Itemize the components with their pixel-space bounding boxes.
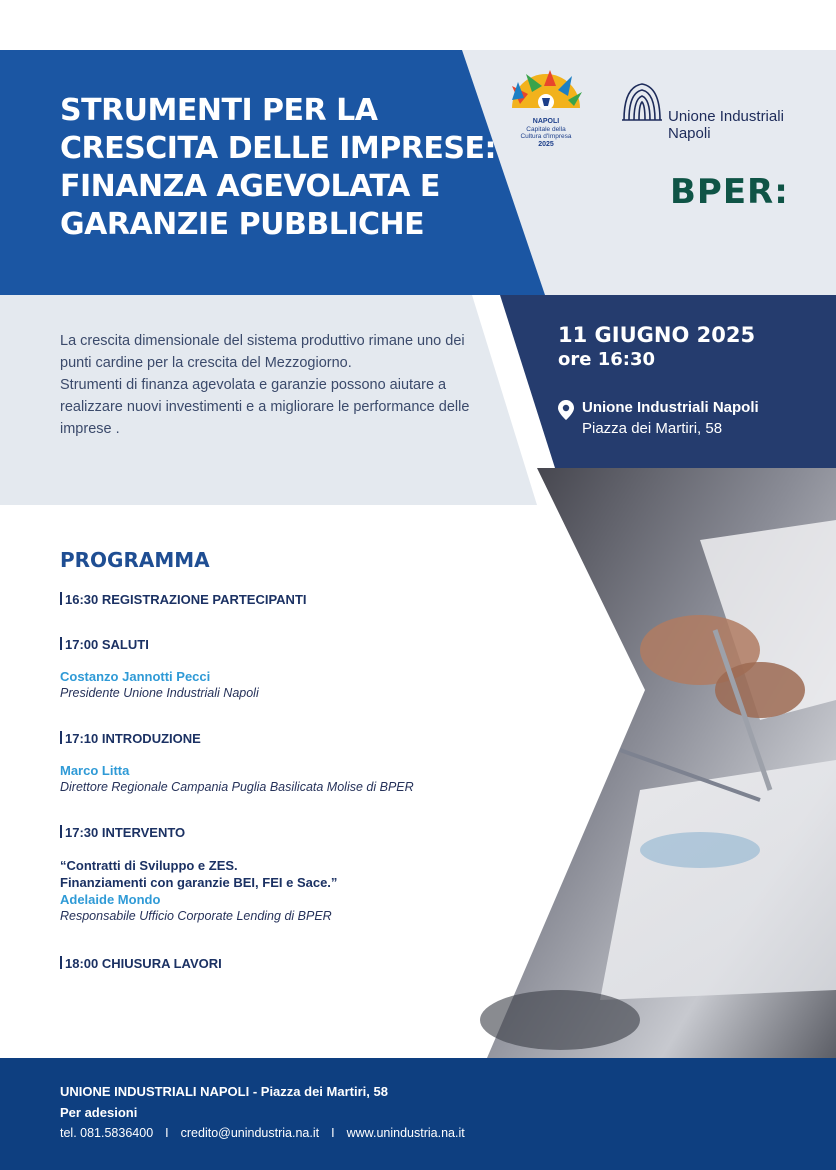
unione-logo-line: Napoli	[668, 125, 711, 142]
intro-text	[60, 330, 480, 440]
agenda-bar-icon	[60, 637, 62, 650]
footer-separator: I	[165, 1126, 169, 1140]
napoli-logo-text: Cultura d'Impresa	[520, 133, 572, 140]
agenda-item	[60, 956, 222, 971]
venue-address: Piazza dei Martiri, 58	[582, 420, 723, 437]
napoli-logo-year: 2025	[538, 141, 554, 148]
agenda-item	[60, 637, 149, 652]
unione-emblem-icon	[620, 80, 664, 126]
agenda-item-label: 17:00 SALUTI	[65, 637, 149, 652]
speaker-name: Marco Litta	[60, 763, 130, 778]
unione-logo-line: Unione Industriali	[668, 108, 784, 125]
talk-title	[60, 857, 337, 891]
unione-industriali-logo	[620, 80, 784, 142]
speaker-block	[60, 762, 414, 796]
agenda-bar-icon	[60, 825, 62, 838]
agenda-item-label: 16:30 REGISTRAZIONE PARTECIPANTI	[65, 592, 307, 607]
agenda-item	[60, 825, 185, 840]
title-line: FINANZA AGEVOLATA E	[60, 169, 440, 204]
venue-name: Unione Industriali Napoli	[582, 399, 759, 416]
title-line: STRUMENTI PER LA	[60, 93, 378, 128]
unione-logo-text	[668, 108, 784, 142]
agenda-item	[60, 592, 307, 607]
event-datetime	[558, 322, 755, 372]
title-line: GARANZIE PUBBLICHE	[60, 207, 425, 242]
footer-website[interactable]: www.unindustria.na.it	[346, 1126, 465, 1140]
napoli-logo-name: NAPOLI	[532, 118, 560, 125]
napoli-logo-text: Capitale della	[526, 126, 566, 133]
agenda-item-label: 18:00 CHIUSURA LAVORI	[65, 956, 222, 971]
agenda-item-label: 17:30 INTERVENTO	[65, 825, 186, 840]
intro-paragraph: La crescita dimensionale del sistema produttivo rimane uno dei punti cardine per la crescita del Mezzogiorno.	[60, 333, 465, 371]
programma-heading: PROGRAMMA	[60, 548, 210, 572]
speaker-block	[60, 891, 332, 925]
talk-title-line: “Contratti di Sviluppo e ZES.	[60, 858, 238, 873]
footer-contacts	[60, 1126, 465, 1140]
napoli-flower-icon	[508, 70, 584, 114]
speaker-name: Costanzo Jannotti Pecci	[60, 669, 211, 684]
event-time: ore 16:30	[558, 349, 656, 370]
footer-separator: I	[331, 1126, 335, 1140]
bper-logo: BPER:	[670, 172, 789, 212]
footer-phone[interactable]: tel. 081.5836400	[60, 1126, 154, 1140]
napoli-capitale-logo	[508, 70, 584, 149]
agenda-bar-icon	[60, 956, 62, 969]
agenda-bar-icon	[60, 592, 62, 605]
event-date: 11 GIUGNO 2025	[558, 323, 756, 347]
footer-email[interactable]: credito@unindustria.na.it	[180, 1126, 320, 1140]
footer-registration-label: Per adesioni	[60, 1105, 138, 1120]
location-pin-icon	[558, 400, 574, 420]
agenda-item-label: 17:10 INTRODUZIONE	[65, 731, 201, 746]
agenda-bar-icon	[60, 731, 62, 744]
event-title	[60, 92, 500, 244]
footer-organization: UNIONE INDUSTRIALI NAPOLI - Piazza dei Martiri, 58	[60, 1084, 388, 1099]
speaker-role: Responsabile Ufficio Corporate Lending di BPER	[60, 909, 332, 923]
speaker-role: Direttore Regionale Campania Puglia Basilicata Molise di BPER	[60, 780, 414, 794]
speaker-role: Presidente Unione Industriali Napoli	[60, 686, 259, 700]
intro-paragraph: Strumenti di finanza agevolata e garanzie possono aiutare a realizzare nuovi investimenti e a migliorare le performance delle imprese .	[60, 377, 470, 437]
speaker-name: Adelaide Mondo	[60, 892, 161, 907]
speaker-block	[60, 668, 259, 702]
date-panel	[500, 295, 836, 468]
agenda-item	[60, 731, 201, 746]
title-line: CRESCITA DELLE IMPRESE:	[60, 131, 496, 166]
footer	[0, 1058, 836, 1170]
talk-title-line: Finanziamenti con garanzie BEI, FEI e Sace.”	[60, 875, 338, 890]
